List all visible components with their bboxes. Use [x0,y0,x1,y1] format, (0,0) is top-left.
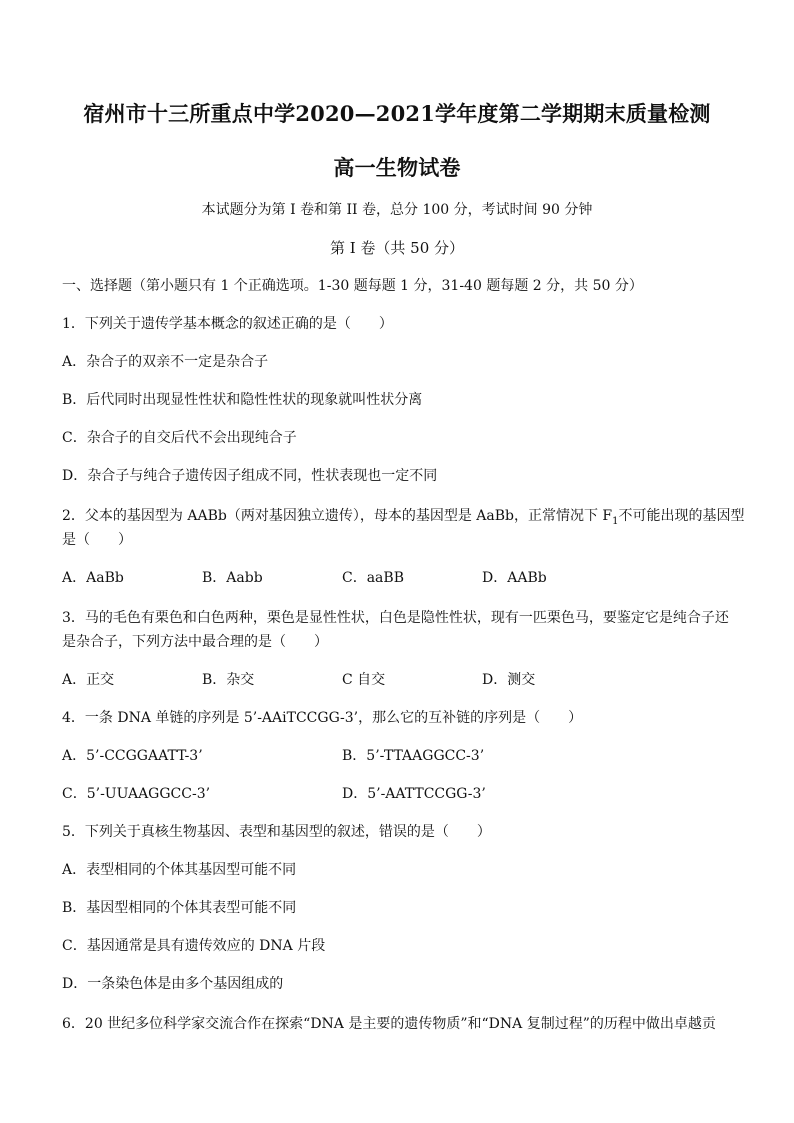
exam-title: 宿州市十三所重点中学2020—2021学年度第二学期期末质量检测 [83,101,711,126]
question-5-option-b: B．基因型相同的个体其表型可能不同 [62,900,297,916]
question-3-option-d: D．测交 [482,672,536,688]
question-3-stem-line-2: 是杂合子，下列方法中最合理的是（ ） [62,634,328,650]
question-5-option-a: A．表型相同的个体其基因型可能不同 [62,862,297,878]
question-2-option-b: B．Aabb [202,570,263,586]
question-2-stem-text-end: 不可能出现的基因型 [618,508,745,524]
question-6-stem: 6．20 世纪多位科学家交流合作在探索“DNA 是主要的遗传物质”和“DNA 复制过程”的历程中做出卓越贡 [62,1016,716,1032]
exam-subtitle: 高一生物试卷 [333,155,461,180]
question-4-option-a: A．5’-CCGGAATT-3’ [62,748,203,764]
question-2-option-a: A．AaBb [62,570,124,586]
question-4-option-c: C．5’-UUAAGGCC-3’ [62,786,211,802]
question-2-option-c: C．aaBB [342,570,404,586]
question-3-option-b: B．杂交 [202,672,255,688]
question-1-option-d: D．杂合子与纯合子遗传因子组成不同，性状表现也一定不同 [62,468,438,484]
exam-info: 本试题分为第 I 卷和第 II 卷，总分 100 分，考试时间 90 分钟 [201,202,593,218]
question-3-stem-line-1: 3．马的毛色有栗色和白色两种，栗色是显性性状，白色是隐性性状，现有一匹栗色马，要鉴定它是纯合子还 [62,610,729,626]
question-2-stem-line-1 [62,506,745,532]
section-heading: 一、选择题（第小题只有 1 个正确选项。1-30 题每题 1 分，31-40 题每题 2 分，共 50 分） [62,278,643,294]
question-2-stem-line-2: 是（ ） [62,532,132,548]
question-3-option-a: A．正交 [62,672,115,688]
question-1-option-a: A．杂合子的双亲不一定是杂合子 [62,354,269,370]
question-4-option-b: B．5’-TTAAGGCC-3’ [342,748,485,764]
question-1-option-c: C．杂合子的自交后代不会出现纯合子 [62,430,297,446]
question-5-option-d: D．一条染色体是由多个基因组成的 [62,976,284,992]
question-2-subscript: 1 [612,515,619,527]
question-1-stem: 1．下列关于遗传学基本概念的叙述正确的是（ ） [62,316,393,332]
question-5-option-c: C．基因通常是具有遗传效应的 DNA 片段 [62,938,326,954]
question-2-stem-text: 2．父本的基因型为 AABb（两对基因独立遗传），母本的基因型是 AaBb，正常情况下 F [62,508,613,524]
question-2-option-d: D．AABb [482,570,547,586]
question-4-option-d: D．5’-AATTCCGG-3’ [342,786,486,802]
question-4-stem: 4．一条 DNA 单链的序列是 5’-AAiTCCGG-3’，那么它的互补链的序列是（ ） [62,710,583,726]
question-3-option-c: C 自交 [342,672,386,688]
question-5-stem: 5．下列关于真核生物基因、表型和基因型的叙述，错误的是（ ） [62,824,491,840]
question-1-option-b: B．后代同时出现显性性状和隐性性状的现象就叫性状分离 [62,392,423,408]
part-heading: 第 I 卷（共 50 分） [329,239,465,257]
